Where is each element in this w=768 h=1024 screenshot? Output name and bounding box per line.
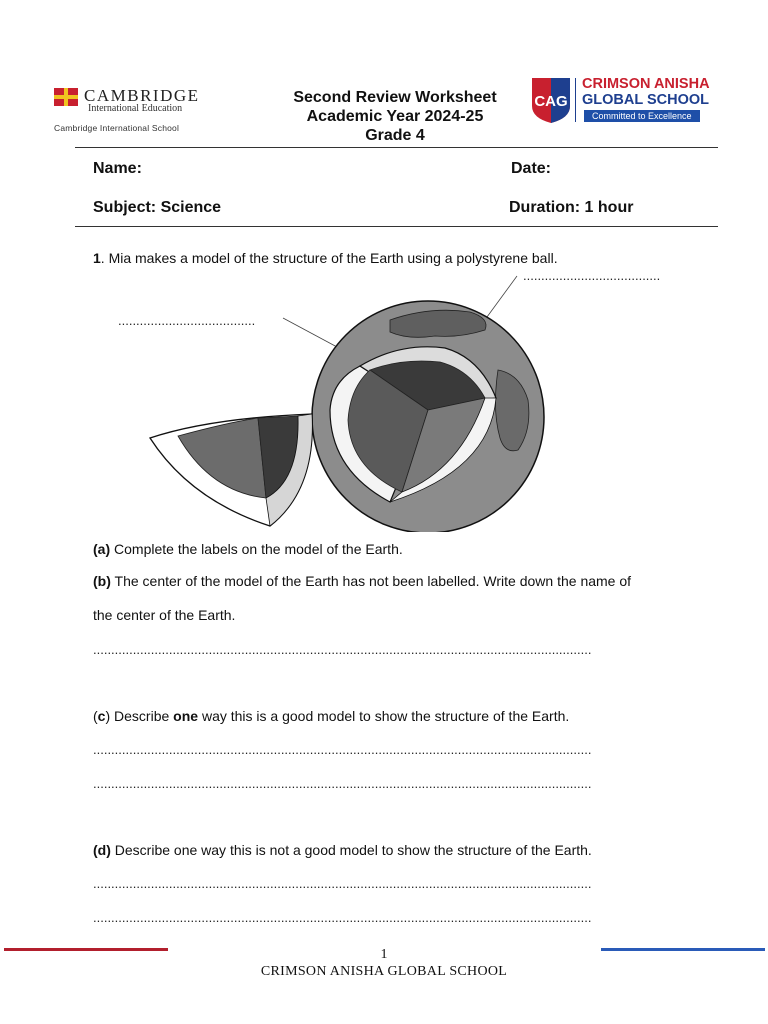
part-a-tag: (a) bbox=[93, 541, 111, 557]
footer-accent-left bbox=[4, 948, 168, 951]
school-crest-icon bbox=[530, 76, 572, 124]
footer-accent-right bbox=[601, 948, 765, 951]
page-number: 1 bbox=[380, 947, 388, 962]
title-line-3: Grade 4 bbox=[365, 127, 425, 144]
cambridge-logo bbox=[54, 86, 229, 136]
part-a bbox=[93, 541, 403, 557]
part-c-paren-close: ) bbox=[105, 708, 111, 724]
footer-school-name: CRIMSON ANISHA GLOBAL SCHOOL bbox=[260, 964, 508, 979]
title-line-2: Academic Year 2024-25 bbox=[306, 108, 484, 125]
earth-model-diagram bbox=[140, 270, 560, 532]
question-1-stem bbox=[93, 250, 558, 266]
answer-line-c-2[interactable]: .......................................................................................................................................... bbox=[93, 776, 592, 791]
answer-line-d-2[interactable]: .......................................................................................................................................... bbox=[93, 910, 592, 925]
part-b-text: The center of the model of the Earth has not been labelled. Write down the name of bbox=[110, 573, 632, 589]
header-rule bbox=[75, 147, 718, 148]
name-label: Name: bbox=[93, 160, 142, 177]
part-c-bold-one: one bbox=[173, 708, 199, 724]
part-a-text: Complete the labels on the model of the Earth. bbox=[110, 541, 403, 557]
cambridge-wordmark: CAMBRIDGE bbox=[84, 86, 200, 105]
cambridge-school-label: Cambridge International School bbox=[54, 123, 180, 133]
school-name-line-1: CRIMSON ANISHA bbox=[582, 76, 710, 92]
cambridge-subtitle: International Education bbox=[88, 103, 183, 114]
logo-divider bbox=[575, 78, 576, 122]
part-c-paren-open: ( bbox=[93, 708, 98, 724]
date-label: Date: bbox=[511, 160, 552, 177]
part-c-letter: c bbox=[97, 708, 106, 724]
part-b-line-2: the center of the Earth. bbox=[93, 607, 236, 623]
school-logo bbox=[530, 76, 720, 124]
cambridge-crest-icon bbox=[54, 88, 78, 106]
part-d-tag: (d) bbox=[93, 842, 111, 858]
part-c-text-1: Describe bbox=[110, 708, 174, 724]
fields-rule bbox=[75, 226, 718, 227]
part-c bbox=[93, 708, 569, 724]
part-b-tag: (b) bbox=[93, 573, 111, 589]
part-d bbox=[93, 842, 592, 858]
crest-letters: CAG bbox=[534, 93, 568, 110]
answer-line-c-1[interactable]: .......................................................................................................................................... bbox=[93, 742, 592, 757]
part-c-text-2: way this is a good model to show the structure of the Earth. bbox=[198, 708, 570, 724]
answer-line-d-1[interactable]: .......................................................................................................................................... bbox=[93, 876, 592, 891]
answer-line-b[interactable]: .......................................................................................................................................... bbox=[93, 642, 592, 657]
school-name-line-2: GLOBAL SCHOOL bbox=[582, 92, 710, 108]
duration-label: Duration: 1 hour bbox=[509, 199, 634, 216]
part-d-text: Describe one way this is not a good model to show the structure of the Earth. bbox=[110, 842, 592, 858]
label-blank-crust[interactable]: ...................................... bbox=[523, 268, 661, 283]
subject-label: Subject: Science bbox=[93, 199, 222, 216]
part-b bbox=[93, 573, 631, 589]
worksheet-title bbox=[260, 88, 530, 145]
title-line-1: Second Review Worksheet bbox=[293, 89, 497, 106]
label-blank-mantle[interactable]: ...................................... bbox=[118, 313, 256, 328]
question-1-text: . Mia makes a model of the structure of the Earth using a polystyrene ball. bbox=[100, 250, 558, 266]
question-number: 1 bbox=[93, 250, 101, 266]
school-tagline: Committed to Excellence bbox=[584, 110, 700, 122]
